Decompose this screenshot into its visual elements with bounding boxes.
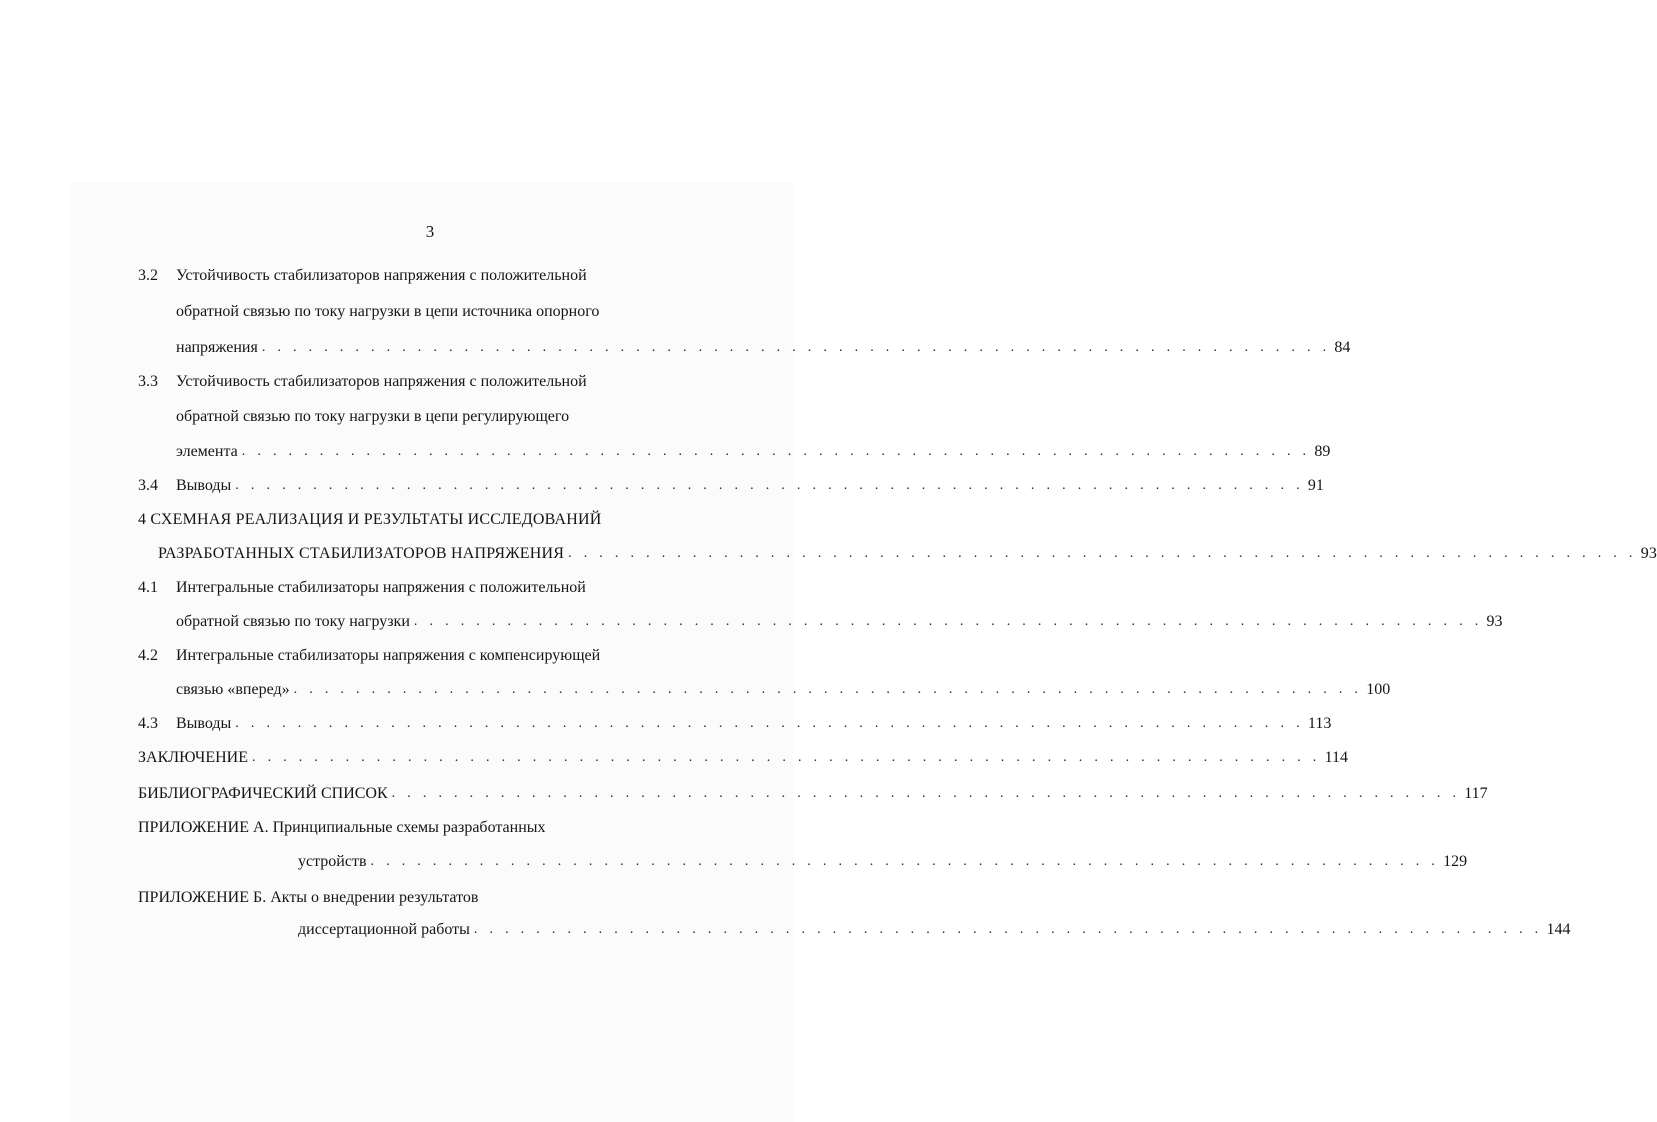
section-title-line: обратной связью по току нагрузки в цепи источника опорного [176, 303, 600, 320]
dot-leader: . . . . . . . . . . . . . . . . . . . . . . . . . . . . . . . . . . . . . . . . . . . . . . . . . . . . . . . . . . . . . . . . . . . . . [473, 922, 1543, 937]
toc-leader-row [176, 338, 1351, 358]
toc-entry-4-3 [176, 714, 1332, 734]
toc-page-ref: 93 [1486, 613, 1503, 630]
toc-entry-chapter-4 [158, 544, 1657, 564]
chapter-title-line: РАЗРАБОТАННЫХ СТАБИЛИЗАТОРОВ НАПРЯЖЕНИЯ [158, 545, 565, 562]
toc-page-ref: 117 [1464, 785, 1488, 802]
section-number: 3.4 [138, 477, 158, 494]
section-title-line: обратной связью по току нагрузки в цепи регулирующего [176, 408, 570, 425]
toc-leader-row [176, 612, 1503, 632]
section-title: Выводы [176, 477, 232, 494]
dot-leader: . . . . . . . . . . . . . . . . . . . . . . . . . . . . . . . . . . . . . . . . . . . . . . . . . . . . . . . . . . . . . . . . . . . . . [370, 854, 1440, 869]
section-number: 4.1 [138, 579, 158, 596]
dot-leader: . . . . . . . . . . . . . . . . . . . . . . . . . . . . . . . . . . . . . . . . . . . . . . . . . . . . . . . . . . . . . . . . . . . . . [235, 478, 1304, 493]
appendix-title-line: ПРИЛОЖЕНИЕ А. Принципиальные схемы разработанных [138, 819, 546, 836]
toc-entry-3-4 [176, 476, 1324, 496]
section-title: ЗАКЛЮЧЕНИЕ [138, 749, 248, 766]
toc-leader-row [176, 680, 1391, 700]
dot-leader: . . . . . . . . . . . . . . . . . . . . . . . . . . . . . . . . . . . . . . . . . . . . . . . . . . . . . . . . . . . . . . . . . . . . . [293, 682, 1363, 697]
toc-entry-appendix-a [298, 852, 1468, 872]
dot-leader: . . . . . . . . . . . . . . . . . . . . . . . . . . . . . . . . . . . . . . . . . . . . . . . . . . . . . . . . . . . . . . . . . . . . . [568, 546, 1637, 561]
section-title-line: Устойчивость стабилизаторов напряжения с положительной [176, 267, 587, 284]
dot-leader: . . . . . . . . . . . . . . . . . . . . . . . . . . . . . . . . . . . . . . . . . . . . . . . . . . . . . . . . . . . . . . . . . . . . . [235, 716, 1304, 731]
dot-leader: . . . . . . . . . . . . . . . . . . . . . . . . . . . . . . . . . . . . . . . . . . . . . . . . . . . . . . . . . . . . . . . . . . . . . [251, 750, 1321, 765]
toc-page-ref: 114 [1324, 749, 1348, 766]
toc-page-ref: 84 [1334, 339, 1351, 356]
toc-leader-row [176, 442, 1331, 462]
toc-entry-bibliography [138, 784, 1488, 804]
dot-leader: . . . . . . . . . . . . . . . . . . . . . . . . . . . . . . . . . . . . . . . . . . . . . . . . . . . . . . . . . . . . . . . . . . . . . [391, 786, 1461, 801]
appendix-title-line: ПРИЛОЖЕНИЕ Б. Акты о внедрении результатов [138, 889, 479, 906]
section-title-line: связью «вперед» [176, 681, 290, 698]
section-number: 3.3 [138, 373, 158, 390]
section-title-line: Интегральные стабилизаторы напряжения с компенсирующей [176, 647, 601, 664]
toc-page-ref: 113 [1307, 715, 1332, 732]
toc-page-ref: 91 [1307, 477, 1324, 494]
page-number: 3 [425, 222, 435, 241]
section-number: 4.3 [138, 715, 158, 732]
toc-page-ref: 100 [1366, 681, 1391, 698]
section-title-line: элемента [176, 443, 238, 460]
appendix-title-line: диссертационной работы [298, 921, 470, 938]
section-title-line: напряжения [176, 339, 258, 356]
section-number: 3.2 [138, 267, 158, 284]
section-title: Выводы [176, 715, 232, 732]
section-title-line: Интегральные стабилизаторы напряжения с положительной [176, 579, 586, 596]
dot-leader: . . . . . . . . . . . . . . . . . . . . . . . . . . . . . . . . . . . . . . . . . . . . . . . . . . . . . . . . . . . . . . . . . . . . . [413, 614, 1483, 629]
appendix-title-line: устройств [298, 853, 367, 870]
section-title-line: Устойчивость стабилизаторов напряжения с положительной [176, 373, 587, 390]
toc-page-ref: 89 [1314, 443, 1331, 460]
dot-leader: . . . . . . . . . . . . . . . . . . . . . . . . . . . . . . . . . . . . . . . . . . . . . . . . . . . . . . . . . . . . . . . . . . . . . [261, 340, 1331, 355]
toc-page-ref: 93 [1640, 545, 1657, 562]
toc-page-ref: 129 [1443, 853, 1468, 870]
dot-leader: . . . . . . . . . . . . . . . . . . . . . . . . . . . . . . . . . . . . . . . . . . . . . . . . . . . . . . . . . . . . . . . . . . . . . [241, 444, 1311, 459]
section-title-line: обратной связью по току нагрузки [176, 613, 410, 630]
toc-entry-appendix-b [298, 920, 1571, 940]
toc-entry-conclusion [138, 748, 1348, 768]
section-title: БИБЛИОГРАФИЧЕСКИЙ СПИСОК [138, 785, 388, 802]
chapter-title-line: 4 СХЕМНАЯ РЕАЛИЗАЦИЯ И РЕЗУЛЬТАТЫ ИССЛЕДОВАНИЙ [138, 511, 602, 528]
toc-page-ref: 144 [1546, 921, 1571, 938]
section-number: 4.2 [138, 647, 158, 664]
